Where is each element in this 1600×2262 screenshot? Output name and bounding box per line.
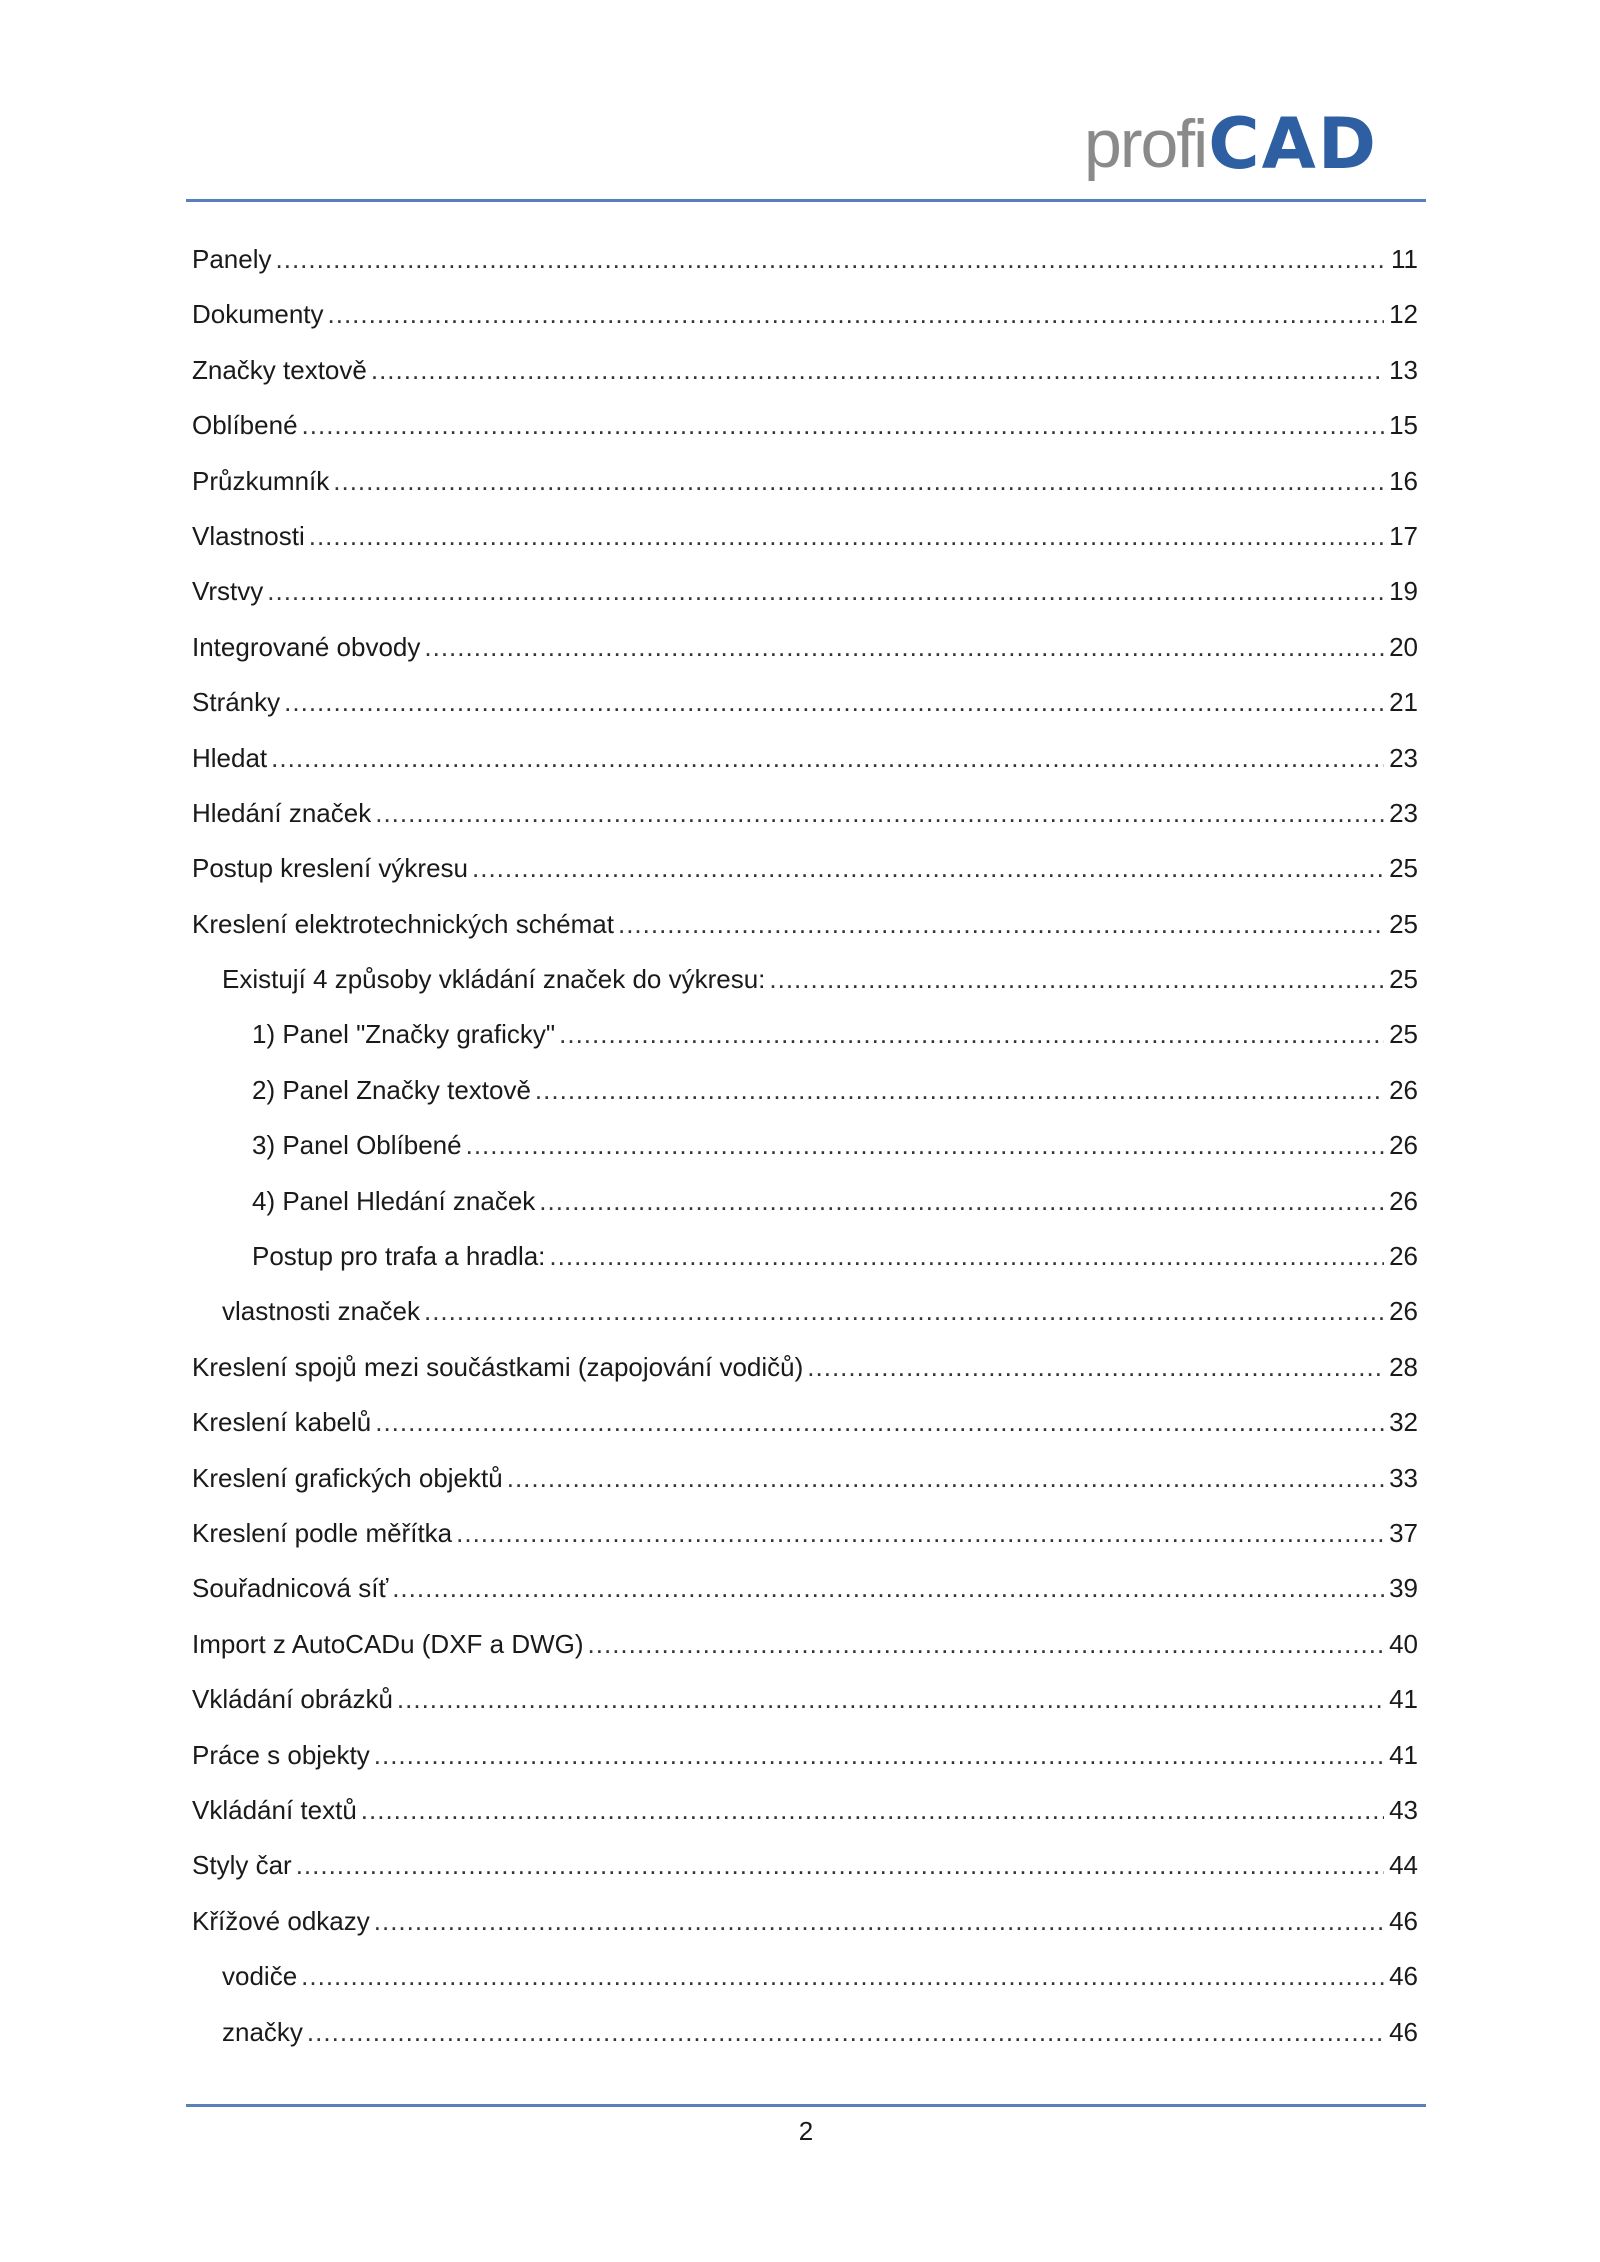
toc-dot-leader <box>267 564 1384 619</box>
toc-entry-page: 25 <box>1389 908 1418 939</box>
toc-entry-page: 26 <box>1389 1296 1418 1327</box>
toc-dot-leader <box>549 1229 1384 1284</box>
toc-dot-leader <box>466 1118 1384 1173</box>
toc-entry-title: Souřadnicová síť <box>192 1573 389 1604</box>
toc-entry-title: značky <box>222 2016 303 2047</box>
toc-dot-leader <box>309 509 1384 564</box>
toc-dot-leader <box>328 287 1385 342</box>
toc-entry-page: 13 <box>1389 354 1418 385</box>
toc-dot-leader <box>392 1561 1384 1616</box>
toc-entry-title: vlastnosti značek <box>222 1296 420 1327</box>
toc-entry-title: Panely <box>192 244 272 274</box>
toc-entry-page: 11 <box>1391 244 1418 274</box>
toc-dot-leader <box>456 1506 1384 1561</box>
toc-entry-page: 15 <box>1389 410 1418 441</box>
toc-entry-page: 12 <box>1389 299 1418 330</box>
toc-entry-title: Práce s objekty <box>192 1739 370 1770</box>
toc-entry-title: Kreslení grafických objektů <box>192 1462 503 1493</box>
toc-dot-leader <box>507 1451 1384 1506</box>
toc-entry-page: 46 <box>1389 1905 1418 1936</box>
toc-dot-leader <box>559 1007 1384 1062</box>
toc-dot-leader <box>371 343 1384 398</box>
toc-dot-leader <box>284 675 1384 730</box>
toc-entry[interactable] <box>192 1561 1418 1616</box>
toc-entry-title: Křížové odkazy <box>192 1905 370 1936</box>
toc-entry[interactable] <box>192 1451 1418 1506</box>
toc-entry-title: 4) Panel Hledání značek <box>252 1185 536 1216</box>
toc-entry-page: 41 <box>1389 1684 1418 1715</box>
toc-entry-title: Vlastnosti <box>192 520 305 551</box>
toc-entry[interactable] <box>192 398 1418 453</box>
toc-entry-page: 20 <box>1389 631 1418 662</box>
toc-entry-page: 28 <box>1389 1351 1418 1382</box>
toc-entry-page: 25 <box>1389 853 1418 884</box>
proficad-logo <box>1084 104 1378 184</box>
toc-entry[interactable] <box>192 841 1418 896</box>
toc-dot-leader <box>296 1838 1384 1893</box>
toc-entry[interactable] <box>192 1838 1418 1893</box>
toc-dot-leader <box>271 731 1384 786</box>
toc-entry[interactable] <box>192 287 1418 342</box>
toc-entry[interactable] <box>192 1894 1418 1949</box>
toc-entry[interactable] <box>192 1118 1418 1173</box>
toc-entry-page: 19 <box>1389 576 1418 607</box>
toc-entry[interactable] <box>192 1949 1418 2004</box>
toc-entry-title: Kreslení podle měřítka <box>192 1517 453 1548</box>
toc-dot-leader <box>333 454 1384 509</box>
toc-dot-leader <box>769 952 1384 1007</box>
toc-dot-leader <box>374 1728 1384 1783</box>
footer-rule <box>186 2104 1426 2107</box>
toc-entry-title: Hledání značek <box>192 797 372 828</box>
toc-dot-leader <box>472 841 1384 896</box>
toc-entry-page: 26 <box>1389 1074 1418 1105</box>
toc-entry-page: 26 <box>1389 1241 1418 1272</box>
toc-entry[interactable] <box>192 509 1418 564</box>
toc-entry-page: 21 <box>1389 687 1418 718</box>
toc-entry-title: Import z AutoCADu (DXF a DWG) <box>192 1628 584 1659</box>
toc-entry[interactable] <box>192 675 1418 730</box>
logo-text-cad: CAD <box>1208 103 1378 185</box>
toc-entry-title: Stránky <box>192 687 281 718</box>
toc-dot-leader <box>588 1617 1384 1672</box>
toc-entry[interactable] <box>192 1284 1418 1339</box>
toc-entry-page: 46 <box>1389 2016 1418 2047</box>
logo-text-profi: profi <box>1084 106 1207 182</box>
toc-entry-title: Kreslení elektrotechnických schémat <box>192 908 614 939</box>
toc-entry-title: Značky textově <box>192 354 367 385</box>
toc-entry-title: 1) Panel "Značky graficky" <box>252 1019 556 1050</box>
toc-entry[interactable] <box>192 1340 1418 1395</box>
toc-dot-leader <box>539 1174 1384 1229</box>
toc-entry-title: Styly čar <box>192 1850 292 1881</box>
toc-entry-title: Kreslení spojů mezi součástkami (zapojování vodičů) <box>192 1351 804 1382</box>
toc-entry[interactable] <box>192 952 1418 1007</box>
toc-entry-title: vodiče <box>222 1961 298 1992</box>
toc-entry[interactable] <box>192 1506 1418 1561</box>
toc-dot-leader <box>618 897 1384 952</box>
toc-entry[interactable] <box>192 1783 1418 1838</box>
toc-entry[interactable] <box>192 1728 1418 1783</box>
toc-entry-page: 32 <box>1389 1407 1418 1438</box>
toc-entry[interactable] <box>192 731 1418 786</box>
toc-dot-leader <box>397 1672 1384 1727</box>
table-of-contents <box>192 232 1418 2060</box>
toc-dot-leader <box>374 1894 1384 1949</box>
toc-entry-title: 2) Panel Značky textově <box>252 1074 531 1105</box>
toc-entry-page: 25 <box>1389 964 1418 995</box>
toc-entry-page: 26 <box>1389 1185 1418 1216</box>
toc-entry-page: 23 <box>1389 742 1418 773</box>
toc-dot-leader <box>535 1063 1384 1118</box>
toc-entry[interactable] <box>192 1229 1418 1284</box>
toc-entry-title: Kreslení kabelů <box>192 1407 372 1438</box>
toc-entry-page: 39 <box>1389 1573 1418 1604</box>
toc-dot-leader <box>807 1340 1384 1395</box>
toc-entry[interactable] <box>192 786 1418 841</box>
page-number: 2 <box>798 2116 814 2146</box>
toc-entry[interactable] <box>192 454 1418 509</box>
header-rule <box>186 199 1426 202</box>
toc-entry[interactable] <box>192 1672 1418 1727</box>
toc-dot-leader <box>361 1783 1384 1838</box>
toc-entry-title: Existují 4 způsoby vkládání značek do výkresu: <box>222 964 766 995</box>
toc-entry-page: 26 <box>1389 1130 1418 1161</box>
toc-entry-page: 41 <box>1389 1739 1418 1770</box>
toc-dot-leader <box>424 620 1384 675</box>
toc-entry[interactable] <box>192 564 1418 619</box>
toc-entry-title: Postup pro trafa a hradla: <box>252 1241 546 1272</box>
toc-entry[interactable] <box>192 1007 1418 1062</box>
toc-entry-title: Oblíbené <box>192 410 298 441</box>
toc-entry-title: Vkládání obrázků <box>192 1684 393 1715</box>
toc-entry[interactable] <box>192 1063 1418 1118</box>
toc-entry-title: 3) Panel Oblíbené <box>252 1130 462 1161</box>
toc-dot-leader <box>375 1395 1384 1450</box>
toc-entry-title: Vrstvy <box>192 576 264 607</box>
toc-dot-leader <box>307 2005 1384 2060</box>
toc-entry[interactable] <box>192 1174 1418 1229</box>
toc-entry[interactable] <box>192 620 1418 675</box>
toc-entry-page: 16 <box>1389 465 1418 496</box>
toc-entry[interactable] <box>192 2005 1418 2060</box>
toc-entry-page: 23 <box>1389 797 1418 828</box>
toc-entry-title: Vkládání textů <box>192 1794 357 1825</box>
toc-entry[interactable] <box>192 897 1418 952</box>
toc-entry-title: Integrované obvody <box>192 631 421 662</box>
toc-dot-leader <box>276 232 1385 287</box>
toc-entry-title: Postup kreslení výkresu <box>192 853 469 884</box>
toc-entry-page: 44 <box>1389 1850 1418 1881</box>
toc-dot-leader <box>302 398 1384 453</box>
toc-entry-page: 17 <box>1389 520 1418 551</box>
toc-entry[interactable] <box>192 343 1418 398</box>
toc-entry-title: Hledat <box>192 742 268 773</box>
toc-entry-page: 37 <box>1389 1517 1418 1548</box>
toc-dot-leader <box>424 1284 1384 1339</box>
toc-entry-page: 43 <box>1389 1794 1418 1825</box>
toc-entry-title: Dokumenty <box>192 299 324 330</box>
toc-entry-page: 40 <box>1389 1628 1418 1659</box>
toc-entry[interactable] <box>192 1395 1418 1450</box>
toc-entry-title: Průzkumník <box>192 465 330 496</box>
toc-entry[interactable] <box>192 1617 1418 1672</box>
toc-entry-page: 25 <box>1389 1019 1418 1050</box>
toc-dot-leader <box>301 1949 1384 2004</box>
toc-entry[interactable] <box>192 232 1418 287</box>
toc-entry-page: 46 <box>1389 1961 1418 1992</box>
toc-entry-page: 33 <box>1389 1462 1418 1493</box>
toc-dot-leader <box>375 786 1384 841</box>
